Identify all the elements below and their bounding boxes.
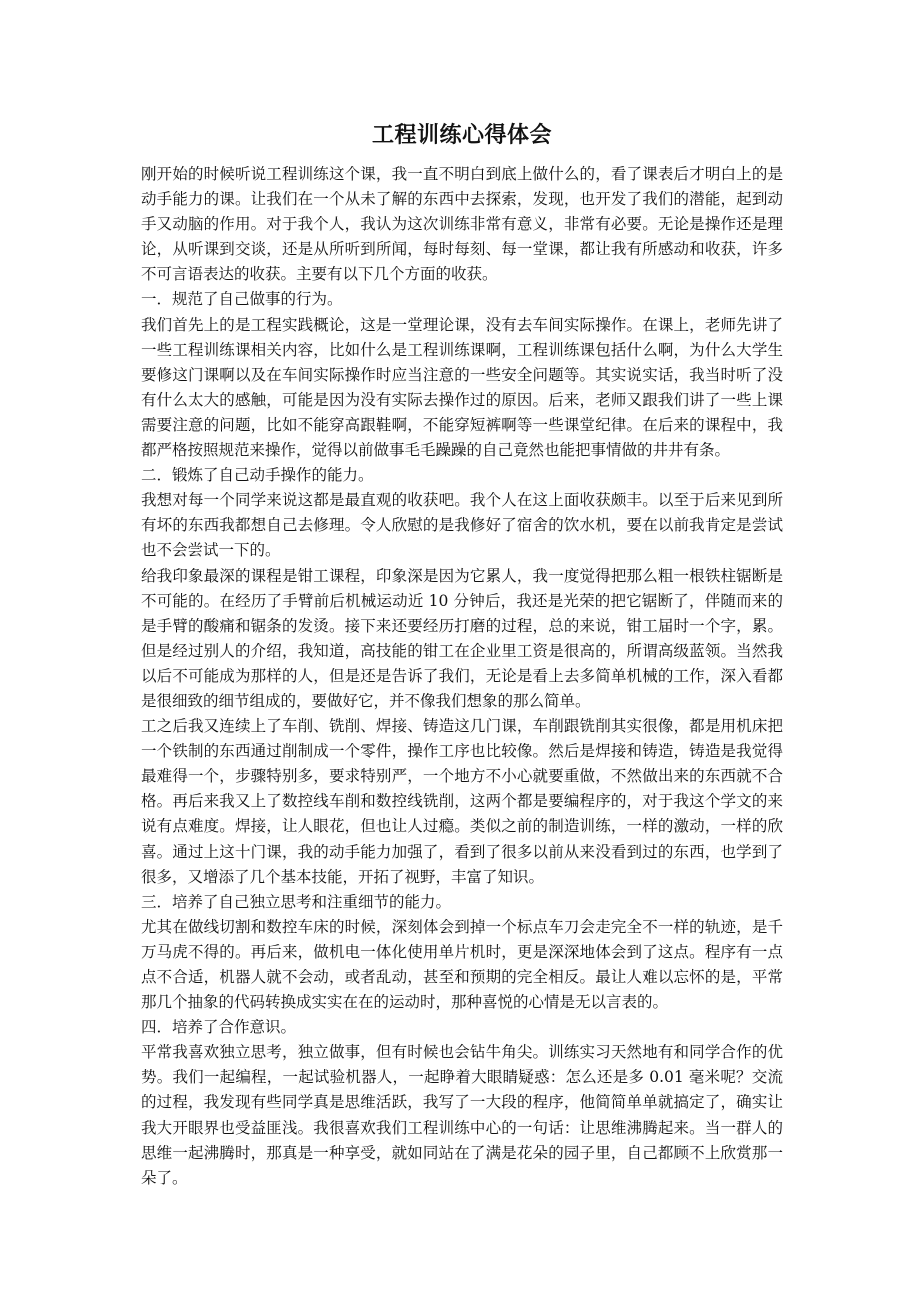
document-title: 工程训练心得体会 [371,122,552,148]
section-2-paragraph-1: 我想对每一个同学来说这都是最直观的收获吧。我个人在这上面收获颇丰。以至于后来见到所有坏的东西我都想自己去修理。令人欣慰的是我修好了宿舍的饮水机，要在以前我肯定是尝试也不会尝试一下的。 [141,491,783,560]
document-body [141,118,783,1191]
section-2-paragraph-2: 给我印象最深的课程是钳工课程，印象深是因为它累人，我一度觉得把那么粗一根铁柱锯断是不可能的。在经历了手臂前后机械运动近 10 分钟后，我还是光荣的把它锯断了，伴随而来的是手臂的酸痛和锯条的发烫。接下来还要经历打磨的过程，总的来说，钳工届时一个字，累。但是经过别人的介绍，我知道，高技能的钳工在企业里工资是很高的，所谓高级蓝领。当然我以后不可能成为那样的人，但是还是告诉了我们，无论是看上去多简单机械的工作，深入看都是很细致的细节组成的，要做好它，并不像我们想象的那么简单。 [141,566,783,710]
section-heading-3: 三．培养了自己独立思考和注重细节的能力。 [141,892,452,911]
section-2-paragraph-3: 工之后我又连续上了车削、铣削、焊接、铸造这几门课，车削跟铣削其实很像，都是用机床把一个铁制的东西通过削制成一个零件，操作工序也比较像。然后是焊接和铸造，铸造是我觉得最难得一个，步骤特别多，要求特别严，一个地方不小心就要重做，不然做出来的东西就不合格。再后来我又上了数控线车削和数控线铣削，这两个都是要编程序的，对于我这个学文的来说有点难度。焊接，让人眼花，但也让人过瘾。类似之前的制造训练，一样的激动，一样的欣喜。通过上这十门课，我的动手能力加强了，看到了很多以前从来没看到过的东西，也学到了很多，又增添了几个基本技能，开拓了视野，丰富了知识。 [141,717,783,886]
section-heading-4: 四．培养了合作意识。 [141,1018,297,1037]
section-heading-1: 一．规范了自己做事的行为。 [141,290,343,309]
section-3-paragraph-1: 尤其在做线切割和数控车床的时候，深刻体会到掉一个标点车刀会走完全不一样的轨迹，是千万马虎不得的。再后来，做机电一体化使用单片机时，更是深深地体会到了这点。程序有一点点不合适，机器人就不会动，或者乱动，甚至和预期的完全相反。最让人难以忘怀的是，平常那几个抽象的代码转换成实实在在的运动时，那种喜悦的心情是无以言表的。 [141,917,783,1012]
section-1-paragraph-1: 我们首先上的是工程实践概论，这是一堂理论课，没有去车间实际操作。在课上，老师先讲了一些工程训练课相关内容，比如什么是工程训练课啊，工程训练课包括什么啊，为什么大学生要修这门课啊以及在车间实际操作时应当注意的一些安全问题等。其实说实话，我当时听了没有什么太大的感触，可能是因为没有实际去操作过的原因。后来，老师又跟我们讲了一些上课需要注意的问题，比如不能穿高跟鞋啊，不能穿短裤啊等一些课堂纪律。在后来的课程中，我都严格按照规范来操作，觉得以前做事毛毛躁躁的自己竟然也能把事情做的井井有条。 [141,315,783,460]
intro-paragraph: 刚开始的时候听说工程训练这个课，我一直不明白到底上做什么的，看了课表后才明白上的是动手能力的课。让我们在一个从未了解的东西中去探索，发现，也开发了我们的潜能，起到动手又动脑的作用。对于我个人，我认为这次训练非常有意义，非常有必要。无论是操作还是理论，从听课到交谈，还是从所听到所闻，每时每刻、每一堂课，都让我有所感动和收获，许多不可言语表达的收获。主要有以下几个方面的收获。 [141,165,783,284]
section-heading-2: 二．锻炼了自己动手操作的能力。 [141,466,374,485]
section-4-paragraph-1: 平常我喜欢独立思考，独立做事，但有时候也会钻牛角尖。训练实习天然地有和同学合作的优势。我们一起编程，一起试验机器人，一起睁着大眼睛疑惑：怎么还是多 0.01 毫米呢？交流的过程，我发现有些同学真是思维活跃，我写了一大段的程序，他简简单单就搞定了，确实让我大开眼界也受益匪浅。我很喜欢我们工程训练中心的一句话：让思维沸腾起来。当一群人的思维一起沸腾时，那真是一种享受，就如同站在了满是花朵的园子里，自己都顾不上欣赏那一朵了。 [141,1043,783,1187]
